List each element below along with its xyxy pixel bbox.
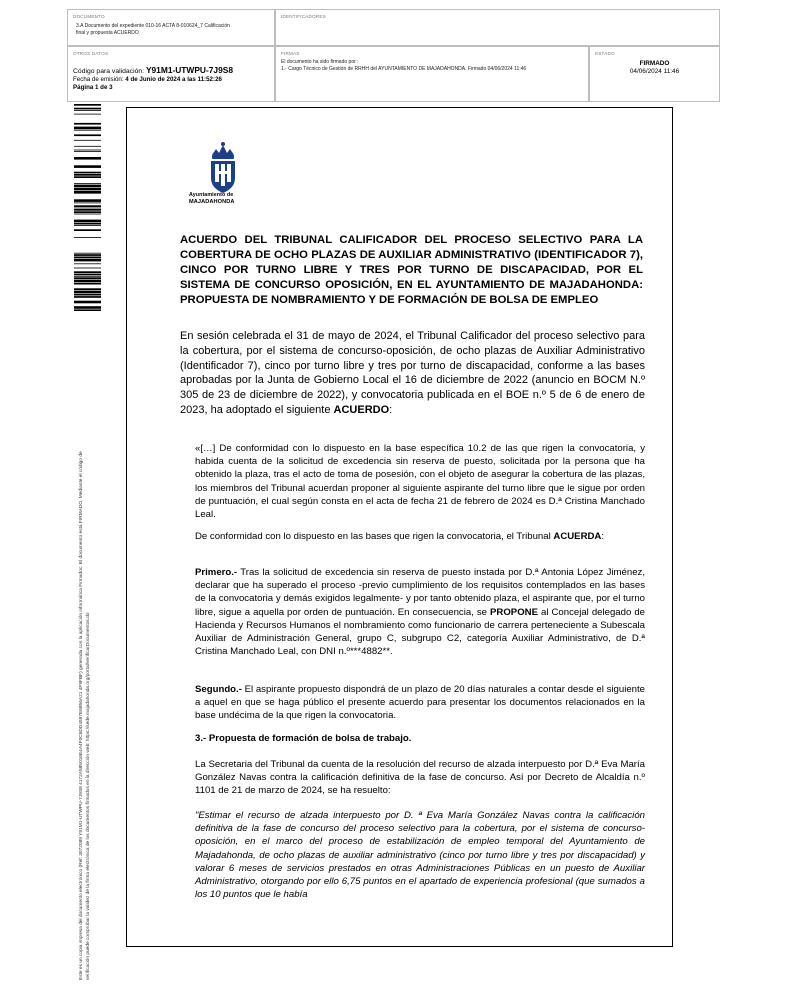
identificadores-label: IDENTIFICADORES bbox=[281, 14, 326, 19]
primero-paragraph bbox=[195, 566, 645, 658]
estado-label: ESTADO bbox=[595, 51, 615, 56]
section-3-heading: 3.- Propuesta de formación de bolsa de trabajo. bbox=[195, 733, 412, 744]
estado-value: FIRMADO bbox=[639, 60, 670, 67]
primero-propone: PROPONE bbox=[490, 606, 538, 618]
primero-text-b: al Concejal delegado de Hacienda y Recursos Humanos el nombramiento como funcionario de carrera perteneciente a Subescala Auxiliar de Administración General, grupo C, subgrupo C2, categoría Auxiliar Administrativo, de D.ª Cristina Manchado Leal, con DNI n.º***4882**. bbox=[195, 606, 645, 658]
segundo-label: Segundo.- bbox=[195, 684, 242, 695]
segundo-paragraph bbox=[195, 683, 645, 723]
secretaria-paragraph: La Secretaria del Tribunal da cuenta de la resolución del recurso de alzada interpuesto por D.ª Eva María González Navas contra la calificación definitiva de la fase de concurso. Así por Decreto de Alcaldía n.º 1101 de 21 de marzo de 2024, se ha resuelto: bbox=[195, 759, 645, 797]
logo-line-2: MAJADAHONDA bbox=[189, 198, 235, 205]
primero-label: Primero.- bbox=[195, 567, 238, 578]
segundo-text: El aspirante propuesto dispondrá de un plazo de 20 días naturales a contar desde el siguiente a aquel en que se haga público el presente acuerdo para presentar los documentos relacionados en la base undécima de la que rigen la convocatoria. bbox=[195, 684, 645, 722]
estado-date: 04/06/2024 11:46 bbox=[629, 68, 680, 75]
page-count: Página 1 de 3 bbox=[73, 84, 113, 91]
intro-paragraph bbox=[180, 329, 645, 418]
conformidad-end: : bbox=[601, 531, 605, 542]
documento-label: DOCUMENTO bbox=[73, 14, 105, 19]
conformidad-text: De conformidad con lo dispuesto en las bases que rigen la convocatoria, el Tribunal bbox=[195, 531, 554, 542]
conformidad-acuerda: ACUERDA bbox=[553, 531, 602, 542]
barcode-image bbox=[74, 104, 101, 311]
validation-code-prefix: Código para validación: bbox=[73, 68, 145, 75]
estimar-quote: "Estimar el recurso de alzada interpuesto por D. ª Eva María González Navas contra la calificación definitiva de la fase de concurso del proceso selectivo para la cobertura, por el sistema de concurso-oposición, en el marco del proceso de estabilización de empleo temporal del Ayuntamiento de Majadahonda, de ocho plazas de auxiliar administrativo (cinco por turno libre y tres por discapacidad) y valorar 6 meses de servicios prestados en otras Administraciones Públicas en un puesto de Auxiliar Administrativo, otorgando por ello 6,75 puntos en el apartado de experiencia profesional (que sumados a los 10 puntos que le había bbox=[195, 810, 645, 901]
intro-acuerdo: ACUERDO bbox=[333, 403, 390, 416]
emission-date-line bbox=[73, 76, 222, 83]
document-title: ACUERDO DEL TRIBUNAL CALIFICADOR DEL PROCESO SELECTIVO PARA LA COBERTURA DE OCHO PLAZAS DE AUXILIAR ADMINISTRATIVO (IDENTIFICADOR 7), CINCO POR TURNO LIBRE Y TRES POR TURNO DE DISCAPACIDAD, POR EL SISTEMA DE CONCURSO OPOSICIÓN, EN EL AYUNTAMIENTO DE MAJADAHONDA: PROPUESTA DE NOMBRAMIENTO Y DE FORMACIÓN DE BOLSA DE EMPLEO bbox=[180, 234, 643, 306]
quote-paragraph: «[…] De conformidad con lo dispuesto en la base específica 10.2 de las que rigen la convocatoria, y habida cuenta de la solicitud de excedencia sin reserva de puesto, solicitada por la persona que ha obtenido la plaza, tras el acto de toma de posesión, con el objeto de asegurar la cobertura de las plazas, los miembros del Tribunal acuerdan proponer al siguiente aspirante del turno libre que le sigue por orden de puntuación, el cual según consta en el acta de fecha 21 de febrero de 2024 es D.ª Cristina Manchado Leal. bbox=[195, 443, 645, 521]
side-text-line-2: verificación puede comprobar la validez de la firma electrónica de los documentos firmados en la dirección web: https://sede.majadahonda.org/portal/verificarDocumentos.do bbox=[85, 612, 91, 980]
side-verification-text bbox=[79, 300, 93, 980]
emission-date: 4 de Junio de 2024 a las 11:52:26 bbox=[125, 76, 222, 83]
document-header bbox=[67, 9, 720, 102]
estado-cell bbox=[589, 46, 720, 102]
intro-text: En sesión celebrada el 31 de mayo de 2024, el Tribunal Calificador del proceso selectivo para la cobertura, por el sistema de concurso-oposición, de ocho plazas de Auxiliar Administrativo (Identificador 7), cinco por turno libre y tres por turno de discapacidad, conforme a las bases aprobadas por la Junta de Gobierno Local el 16 de diciembre de 2022 (anuncio en BOCM N.º 305 de 23 de diciembre de 2022), y convocatoria publicada en el BOE n.º 5 de 6 de enero de 2023, ha adoptado el siguiente bbox=[180, 330, 645, 416]
otros-datos-label: OTROS DATOS bbox=[73, 51, 109, 56]
validation-code[interactable]: Y91M1-UTWPU-7J9S8 bbox=[145, 65, 233, 75]
logo-caption bbox=[189, 192, 235, 205]
identificadores-cell bbox=[275, 9, 720, 46]
conformidad-paragraph bbox=[195, 530, 645, 543]
emission-date-prefix: Fecha de emisión: bbox=[73, 76, 124, 83]
documento-text-1: 3.A Documento del expediente 010-16 ACTA 8-010624_7 Calificación bbox=[76, 23, 230, 29]
logo-line-1: Ayuntamiento de bbox=[189, 192, 234, 198]
firmas-label: FIRMAS bbox=[281, 51, 300, 56]
firmas-text-2: 1.- Cargo Técnico de Gestión de RRHH del AYUNTAMIENTO DE MAJADAHONDA. Firmado 04/06/2024 11:46 bbox=[281, 66, 527, 72]
otros-datos-cell bbox=[67, 46, 275, 102]
firmas-text-1: El documento ha sido firmado por : bbox=[281, 59, 359, 65]
side-text-line-1: Este es un copia impresa del documento electrónico (Ref: 3072089 Y91M1-UTWPU-7J9S8 4172A585016E4A4F0C6DD4597E6856A21 4F9FBF) generada con la aplicación informática Firmadoc. El documento está FIRMADO. Mediante el código de bbox=[79, 451, 84, 980]
firmas-cell bbox=[275, 46, 589, 102]
primero-text-a: Tras la solicitud de excedencia sin reserva de puesto instada por D.ª Antonia López Jiménez, declarar que ha superado el proceso -previo cumplimiento de los requisitos contemplados en las bases de la convocatoria y demás exigidos legalmente- y por tanto obtenido plaza, el aspirante que, por el turno libre, sigue a aquella por orden de puntuación. En consecuencia, se bbox=[195, 567, 645, 618]
documento-text-2: final y propuesta ACUERDO bbox=[76, 29, 139, 36]
validation-code-line bbox=[73, 65, 233, 75]
intro-end: : bbox=[389, 403, 393, 416]
documento-cell bbox=[67, 9, 275, 46]
